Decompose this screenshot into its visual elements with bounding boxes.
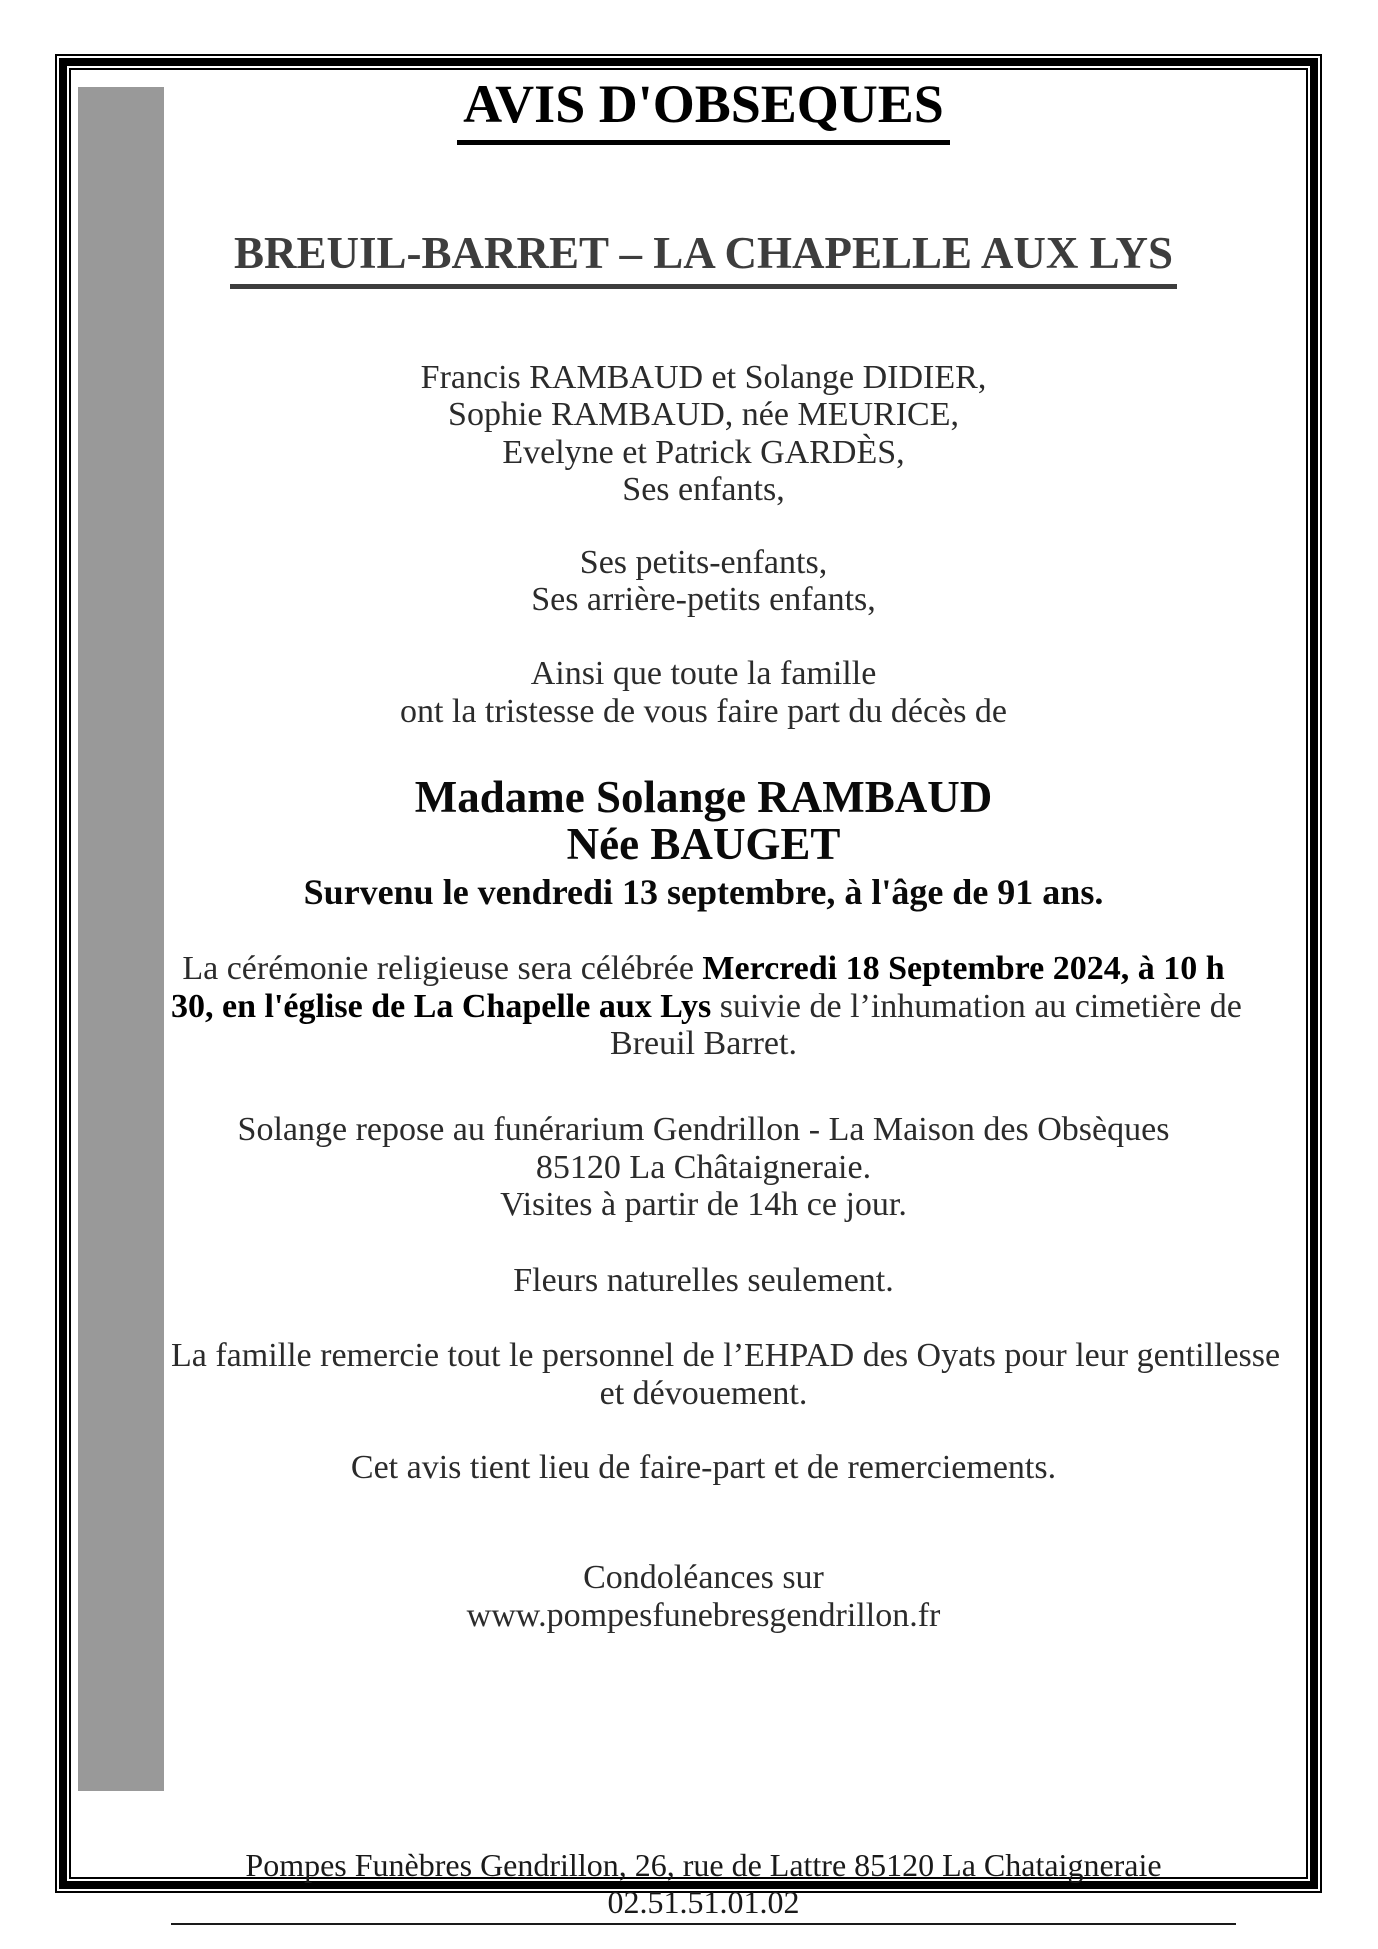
location-heading-text: BREUIL-BARRET – LA CHAPELLE AUX LYS	[230, 227, 1177, 289]
thanks-line: et dévouement.	[599, 1374, 808, 1412]
death-date-line: Survenu le vendredi 13 septembre, à l'âge de 91 ans.	[303, 872, 1104, 913]
thanks-block	[171, 1337, 1281, 1412]
ceremony-line: La cérémonie religieuse sera célébrée Mercredi 18 Septembre 2024, à 10 h	[182, 950, 1225, 988]
funeral-home-footer-text: Pompes Funèbres Gendrillon, 26, rue de Lattre 85120 La Chataigneraie 02.51.51.01.02	[171, 1847, 1236, 1925]
funeral-home-footer	[171, 1847, 1236, 1925]
deceased-name-line1: Madame Solange RAMBAUD	[414, 772, 993, 823]
family-line: Sophie RAMBAUD, née MEURICE,	[448, 396, 959, 434]
descendants-block	[171, 544, 1236, 619]
repose-line: Visites à partir de 14h ce jour.	[500, 1186, 907, 1224]
ceremony-line: 30, en l'église de La Chapelle aux Lys suivie de l’inhumation au cimetière de	[171, 987, 1242, 1025]
family-line: Ses enfants,	[622, 471, 785, 509]
ceremony-line: Breuil Barret.	[610, 1025, 797, 1063]
notice-line: Cet avis tient lieu de faire-part et de remerciements.	[350, 1448, 1057, 1486]
family-line: Francis RAMBAUD et Solange DIDIER,	[420, 359, 987, 396]
document-title-text: AVIS D'OBSEQUES	[457, 74, 950, 145]
deceased-name-line2: Née BAUGET	[566, 819, 841, 870]
page-border-inner	[69, 68, 1308, 1921]
descendants-line: Ses arrière-petits enfants,	[531, 581, 876, 619]
thanks-line: La famille remercie tout le personnel de l’EHPAD des Oyats pour leur gentillesse	[171, 1337, 1281, 1375]
condolences-block	[171, 1559, 1236, 1634]
family-names-block	[171, 359, 1236, 509]
intro-line: Ainsi que toute la famille	[530, 655, 877, 693]
ceremony-details-block	[171, 950, 1242, 1063]
intro-line: ont la tristesse de vous faire part du décès de	[399, 692, 1008, 730]
page-border-thick	[59, 58, 1318, 1921]
deceased-name-block	[171, 774, 1236, 868]
announcement-intro-block	[171, 655, 1236, 730]
repose-line: 85120 La Châtaigneraie.	[535, 1148, 872, 1186]
condolences-line: Condoléances sur	[583, 1559, 824, 1597]
document-title	[171, 74, 1236, 145]
obituary-content	[71, 70, 1306, 1921]
condolences-website: www.pompesfunebresgendrillon.fr	[466, 1596, 941, 1634]
location-heading	[171, 227, 1236, 289]
repose-block	[171, 1111, 1236, 1223]
repose-line: Solange repose au funérarium Gendrillon - La Maison des Obsèques	[237, 1111, 1170, 1149]
family-line: Evelyne et Patrick GARDÈS,	[502, 433, 905, 471]
flowers-line: Fleurs naturelles seulement.	[513, 1261, 894, 1299]
descendants-line: Ses petits-enfants,	[579, 543, 828, 581]
page-border-outer	[55, 54, 1322, 1921]
